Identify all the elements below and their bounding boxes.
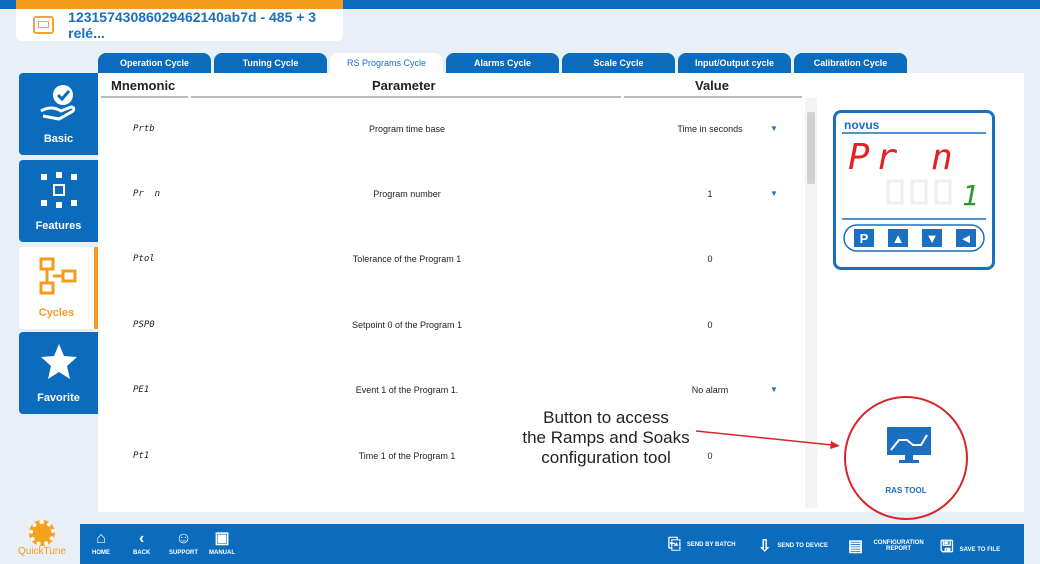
home-button[interactable]: ⌂ HOME — [92, 530, 110, 556]
chevron-down-icon[interactable]: ▼ — [770, 124, 778, 133]
table-row — [98, 124, 803, 144]
send-batch-icon: ⎘ — [668, 536, 681, 553]
display-bottom: 1 — [962, 179, 979, 212]
report-icon: ▤ — [848, 538, 864, 555]
chevron-down-icon[interactable]: ▼ — [770, 385, 778, 394]
mnemonic-cell: Pr n — [133, 189, 161, 199]
support-button[interactable]: ☺ SUPPORT — [169, 530, 199, 556]
svg-text:◄: ◄ — [959, 231, 973, 246]
save-icon: 🖫 — [940, 539, 954, 556]
manual-button[interactable]: ▣ MANUAL — [209, 530, 235, 556]
value-field[interactable]: 0 — [707, 320, 713, 330]
chevron-down-icon[interactable]: ▼ — [770, 189, 778, 198]
svg-text:P: P — [859, 231, 869, 246]
annotation-text: Button to access the Ramps and Soaks configuration tool — [522, 408, 690, 467]
tab-scale-cycle[interactable]: Scale Cycle — [562, 53, 675, 73]
manual-icon: ▣ — [214, 530, 230, 547]
mnemonic-cell: PE1 — [133, 385, 150, 395]
features-icon — [39, 170, 79, 210]
ras-tool-button[interactable] — [844, 396, 968, 520]
tab-input-output-cycle[interactable]: Input/Output cycle — [678, 53, 791, 73]
mnemonic-cell: PSP0 — [133, 320, 155, 330]
table-row — [98, 189, 803, 209]
back-button[interactable]: ‹ BACK — [133, 530, 151, 556]
device-header — [16, 9, 343, 41]
value-field[interactable]: 0 — [707, 451, 713, 461]
parameter-cell: Program number — [373, 189, 441, 199]
parameter-cell: Time 1 of the Program 1 — [358, 451, 456, 461]
support-icon: ☺ — [175, 530, 192, 547]
back-icon: ‹ — [139, 530, 145, 547]
mnemonic-cell: Prtb — [133, 124, 155, 134]
header-mnemonic: Mnemonic — [111, 78, 176, 93]
sidebar-item-basic[interactable]: Basic — [19, 73, 98, 155]
tab-calibration-cycle[interactable]: Calibration Cycle — [794, 53, 907, 73]
tab-alarms-cycle[interactable]: Alarms Cycle — [446, 53, 559, 73]
value-field[interactable]: 0 — [707, 254, 713, 264]
value-field[interactable]: No alarm — [691, 385, 729, 395]
cycle-tabs — [98, 53, 907, 73]
hand-check-icon — [39, 83, 79, 123]
quicktune-logo: QuickTune — [12, 520, 72, 564]
device-display — [833, 110, 995, 270]
table-row — [98, 254, 803, 274]
unlit-segments — [888, 181, 950, 203]
device-icon — [33, 16, 54, 34]
send-device-icon: ⇩ — [758, 538, 772, 555]
save-to-file-button[interactable]: 🖫 SAVE TO FILE — [940, 536, 1000, 563]
mnemonic-cell: Ptol — [133, 254, 155, 264]
device-brand: novus — [844, 118, 880, 132]
cycles-icon — [39, 257, 79, 297]
configuration-report-button[interactable]: ▤ CONFIGURATION REPORT — [848, 538, 924, 555]
table-row — [98, 320, 803, 340]
value-field[interactable]: 1 — [707, 189, 713, 199]
display-top: Pr n — [848, 137, 959, 178]
sidebar-item-favorite[interactable]: Favorite — [19, 332, 98, 414]
sidebar-item-cycles[interactable]: Cycles — [19, 247, 98, 329]
parameter-cell: Program time base — [368, 124, 446, 134]
annotation-arrow — [694, 425, 844, 455]
header-value: Value — [695, 78, 729, 93]
svg-text:▲: ▲ — [891, 231, 905, 246]
value-field[interactable]: Time in seconds — [677, 124, 743, 134]
mnemonic-cell: Pt1 — [133, 451, 150, 461]
send-by-batch-button[interactable]: ⎘ SEND BY BATCH — [668, 536, 736, 553]
home-icon: ⌂ — [96, 530, 106, 547]
send-to-device-button[interactable]: ⇩ SEND TO DEVICE — [758, 538, 828, 555]
tab-operation-cycle[interactable]: Operation Cycle — [98, 53, 211, 73]
device-title: 12315743086029462140ab7d - 485 + 3 relé... — [68, 9, 317, 41]
parameter-cell: Event 1 of the Program 1. — [355, 385, 459, 395]
tab-tuning-cycle[interactable]: Tuning Cycle — [214, 53, 327, 73]
monitor-chart-icon — [886, 426, 932, 466]
tab-rs-programs-cycle[interactable]: RS Programs Cycle — [330, 53, 443, 73]
sidebar-item-features[interactable]: Features — [19, 160, 98, 242]
parameter-cell: Setpoint 0 of the Program 1 — [351, 320, 463, 330]
ras-tool-label: RAS TOOL — [885, 486, 927, 495]
star-icon — [39, 342, 79, 382]
top-bar — [0, 0, 1040, 9]
header-parameter: Parameter — [372, 78, 436, 93]
table-row — [98, 385, 803, 405]
parameter-cell: Tolerance of the Program 1 — [352, 254, 462, 264]
bottom-toolbar — [80, 524, 1024, 564]
svg-text:▼: ▼ — [925, 231, 939, 246]
